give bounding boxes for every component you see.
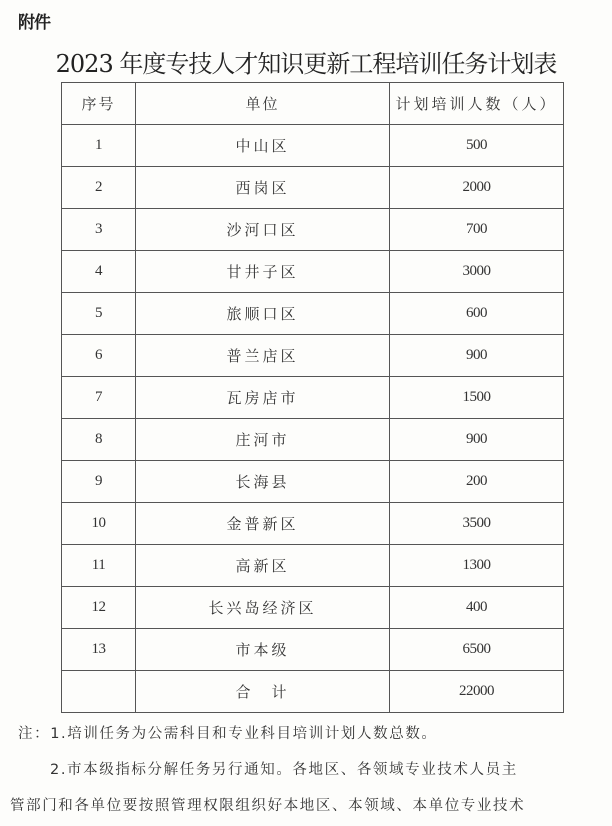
cell-no: 3 (62, 209, 136, 251)
cell-count: 400 (390, 587, 564, 629)
cell-no: 9 (62, 461, 136, 503)
note-1: 注：1.培训任务为公需科目和专业科目培训计划人数总数。 (18, 726, 438, 742)
table-row (62, 167, 564, 209)
table-row (62, 335, 564, 377)
header-count: 计划培训人数（人） (390, 83, 564, 125)
table-row (62, 545, 564, 587)
note-2: 2.市本级指标分解任务另行通知。各地区、各领域专业技术人员主 (50, 762, 518, 778)
cell-no: 5 (62, 293, 136, 335)
cell-no (62, 671, 136, 713)
cell-no: 11 (62, 545, 136, 587)
cell-no: 8 (62, 419, 136, 461)
header-no: 序号 (62, 83, 136, 125)
total-row (62, 671, 564, 713)
cell-unit: 中山区 (136, 125, 390, 167)
table-row (62, 293, 564, 335)
training-plan-table (61, 82, 564, 713)
cell-unit: 金普新区 (136, 503, 390, 545)
cell-count: 6500 (390, 629, 564, 671)
cell-count: 600 (390, 293, 564, 335)
cell-no: 10 (62, 503, 136, 545)
cell-unit: 瓦房店市 (136, 377, 390, 419)
table-row (62, 209, 564, 251)
cell-unit: 甘井子区 (136, 251, 390, 293)
cell-count: 3000 (390, 251, 564, 293)
cell-no: 13 (62, 629, 136, 671)
cell-count: 2000 (390, 167, 564, 209)
cell-count: 3500 (390, 503, 564, 545)
cell-count: 900 (390, 419, 564, 461)
table-row (62, 461, 564, 503)
cell-unit: 沙河口区 (136, 209, 390, 251)
cell-unit: 合 计 (136, 671, 390, 713)
table-header-row (62, 83, 564, 125)
cell-no: 12 (62, 587, 136, 629)
cell-count: 22000 (390, 671, 564, 713)
table-row (62, 503, 564, 545)
table-row (62, 377, 564, 419)
table-row (62, 419, 564, 461)
cell-count: 1300 (390, 545, 564, 587)
cell-unit: 长海县 (136, 461, 390, 503)
table-row (62, 629, 564, 671)
cell-count: 900 (390, 335, 564, 377)
cell-no: 6 (62, 335, 136, 377)
attachment-label: 附件 (18, 13, 50, 33)
note-2-continued: 管部门和各单位要按照管理权限组织好本地区、本领域、本单位专业技术 (10, 798, 526, 814)
cell-no: 2 (62, 167, 136, 209)
cell-unit: 市本级 (136, 629, 390, 671)
cell-count: 500 (390, 125, 564, 167)
cell-count: 1500 (390, 377, 564, 419)
cell-unit: 西岗区 (136, 167, 390, 209)
cell-count: 700 (390, 209, 564, 251)
cell-unit: 旅顺口区 (136, 293, 390, 335)
cell-unit: 高新区 (136, 545, 390, 587)
table-row (62, 251, 564, 293)
cell-unit: 庄河市 (136, 419, 390, 461)
cell-no: 4 (62, 251, 136, 293)
table-row (62, 125, 564, 167)
cell-count: 200 (390, 461, 564, 503)
document-title: 2023 年度专技人才知识更新工程培训任务计划表 (55, 50, 557, 78)
cell-unit: 普兰店区 (136, 335, 390, 377)
cell-unit: 长兴岛经济区 (136, 587, 390, 629)
header-unit: 单位 (136, 83, 390, 125)
cell-no: 1 (62, 125, 136, 167)
cell-no: 7 (62, 377, 136, 419)
table-row (62, 587, 564, 629)
notes (0, 716, 612, 824)
